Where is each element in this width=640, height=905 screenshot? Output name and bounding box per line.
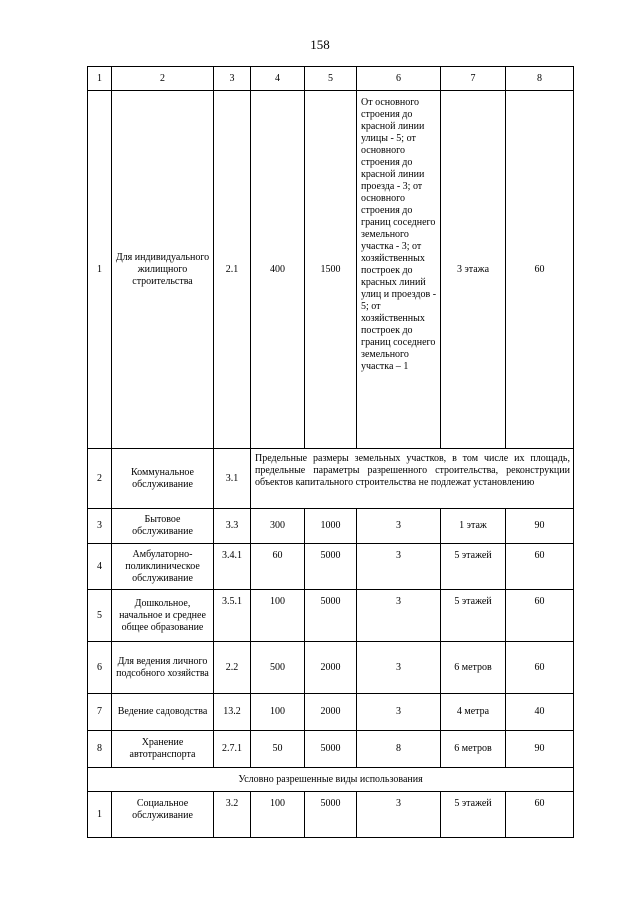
row-number: 5 [88,590,112,642]
max-coverage: 60 [506,642,574,694]
row-number: 3 [88,509,112,544]
max-floors: 5 этажей [441,590,506,642]
use-code: 3.4.1 [214,544,251,590]
use-name: Для ведения личного подсобного хозяйства [112,642,214,694]
max-plot-area: 1500 [305,91,357,449]
table-row [88,449,574,509]
use-code: 3.3 [214,509,251,544]
min-plot-area: 100 [251,590,305,642]
use-code: 2.2 [214,642,251,694]
max-plot-area: 2000 [305,694,357,731]
table-row [88,731,574,768]
row-number: 4 [88,544,112,590]
setback-distances: 3 [357,590,441,642]
max-floors: 6 метров [441,642,506,694]
max-floors: 6 метров [441,731,506,768]
use-code: 3.2 [214,792,251,838]
row-number: 2 [88,449,112,509]
use-code: 2.1 [214,91,251,449]
max-floors: 5 этажей [441,544,506,590]
setback-distances: 3 [357,642,441,694]
max-plot-area: 5000 [305,544,357,590]
table-row [88,792,574,838]
table-section-row [88,768,574,792]
use-name: Социальное обслуживание [112,792,214,838]
table-row [88,694,574,731]
min-plot-area: 300 [251,509,305,544]
max-floors: 1 этаж [441,509,506,544]
max-coverage: 90 [506,731,574,768]
use-name: Бытовое обслуживание [112,509,214,544]
table-row [88,509,574,544]
table-header-row [88,67,574,91]
setback-distances: От основного строения до красной линии улицы - 5; от основного строения до красной линии проезда - 3; от основного строения до границ соседнего земельного участка - 3; от хозяйственных построек до красных линий улиц и проездов - 5; от хозяйственных построек до границ соседнего земельного участка – 1 [357,91,441,449]
not-applicable-note: Предельные размеры земельных участков, в том числе их площадь, предельные параметры разрешенного строительства, реконструкции объектов капитального строительства не подлежат установлению [251,449,574,509]
setback-distances: 8 [357,731,441,768]
max-coverage: 60 [506,590,574,642]
use-code: 3.1 [214,449,251,509]
table-row [88,642,574,694]
setback-distances: 3 [357,792,441,838]
use-name: Дошкольное, начальное и среднее общее образование [112,590,214,642]
header-cell: 6 [357,67,441,91]
min-plot-area: 100 [251,792,305,838]
max-coverage: 60 [506,544,574,590]
table-row [88,544,574,590]
max-coverage: 40 [506,694,574,731]
max-floors: 3 этажа [441,91,506,449]
row-number: 1 [88,792,112,838]
min-plot-area: 100 [251,694,305,731]
header-cell: 3 [214,67,251,91]
row-number: 6 [88,642,112,694]
max-coverage: 90 [506,509,574,544]
header-cell: 7 [441,67,506,91]
conditional-uses-heading: Условно разрешенные виды использования [88,768,574,792]
min-plot-area: 50 [251,731,305,768]
use-name: Амбулаторно-поликлиническое обслуживание [112,544,214,590]
max-coverage: 60 [506,91,574,449]
use-name: Для индивидуального жилищного строительства [112,91,214,449]
use-code: 13.2 [214,694,251,731]
row-number: 8 [88,731,112,768]
table-row [88,91,574,449]
min-plot-area: 400 [251,91,305,449]
land-use-parameters-table [87,66,574,838]
use-code: 2.7.1 [214,731,251,768]
use-name: Ведение садоводства [112,694,214,731]
table-row [88,590,574,642]
row-number: 7 [88,694,112,731]
max-plot-area: 5000 [305,792,357,838]
max-floors: 5 этажей [441,792,506,838]
use-code: 3.5.1 [214,590,251,642]
header-cell: 8 [506,67,574,91]
max-plot-area: 5000 [305,731,357,768]
max-plot-area: 5000 [305,590,357,642]
max-plot-area: 1000 [305,509,357,544]
row-number: 1 [88,91,112,449]
min-plot-area: 500 [251,642,305,694]
max-plot-area: 2000 [305,642,357,694]
max-floors: 4 метра [441,694,506,731]
setback-distances: 3 [357,544,441,590]
header-cell: 1 [88,67,112,91]
header-cell: 2 [112,67,214,91]
max-coverage: 60 [506,792,574,838]
setback-distances: 3 [357,694,441,731]
header-cell: 5 [305,67,357,91]
setback-distances: 3 [357,509,441,544]
use-name: Коммунальное обслуживание [112,449,214,509]
page-number: 158 [310,37,330,52]
header-cell: 4 [251,67,305,91]
min-plot-area: 60 [251,544,305,590]
use-name: Хранение автотранспорта [112,731,214,768]
